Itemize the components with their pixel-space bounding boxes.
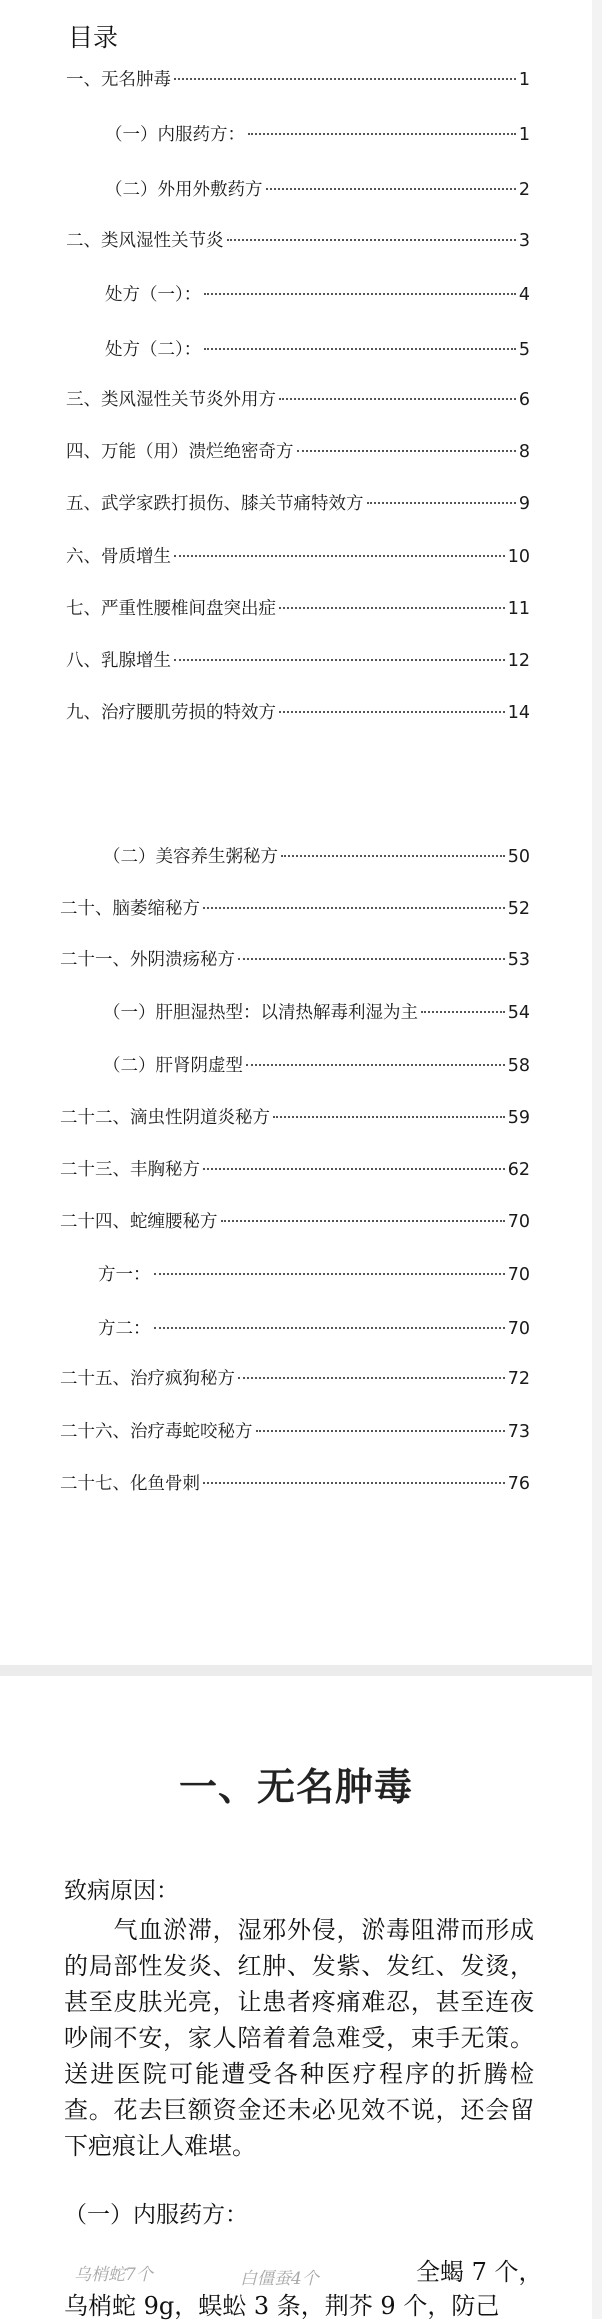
toc-entry[interactable] [66, 597, 530, 621]
toc-entry-page: 1 [518, 70, 530, 90]
toc-leader-dots [273, 1116, 505, 1118]
toc-entry[interactable] [103, 845, 530, 869]
toc-entry-page: 5 [518, 340, 530, 360]
toc-leader-dots [203, 1168, 505, 1170]
toc-entry[interactable] [66, 492, 530, 516]
toc-entry-page: 70 [507, 1319, 530, 1339]
toc-entry-label: 二十七、化鱼骨刺 [60, 1474, 200, 1494]
toc-entry[interactable] [66, 229, 530, 253]
toc-entry-label: 二十四、蛇缠腰秘方 [60, 1212, 218, 1232]
toc-entry[interactable] [105, 123, 530, 147]
toc-entry-label: （一）肝胆湿热型：以清热解毒利湿为主 [103, 1003, 418, 1023]
toc-entry-page: 50 [507, 847, 530, 867]
toc-entry[interactable] [103, 1001, 530, 1025]
toc-entry-page: 70 [507, 1265, 530, 1285]
toc-entry-label: 二十、脑萎缩秘方 [60, 899, 200, 919]
toc-entry-page: 2 [518, 180, 530, 200]
toc-entry[interactable] [103, 1054, 530, 1078]
toc-entry[interactable] [66, 545, 530, 569]
toc-entry-label: 二十二、滴虫性阴道炎秘方 [60, 1108, 270, 1128]
toc-entry[interactable] [66, 388, 530, 412]
toc-leader-dots [203, 907, 505, 909]
toc-entry-label: 方一： [98, 1265, 151, 1285]
toc-entry-page: 76 [507, 1474, 530, 1494]
toc-entry-page: 54 [507, 1003, 530, 1023]
toc-entry-label: 一、无名肿毒 [66, 70, 171, 90]
toc-entry-label: 二十六、治疗毒蛇咬秘方 [60, 1422, 253, 1442]
handwritten-note: 白僵蚕4个 [240, 2269, 319, 2289]
toc-leader-dots [204, 348, 516, 350]
toc-entry-label: （二）肝肾阴虚型 [103, 1056, 243, 1076]
toc-leader-dots [221, 1220, 505, 1222]
toc-leader-dots [248, 133, 516, 135]
toc-entry[interactable] [60, 948, 530, 972]
toc-leader-dots [279, 711, 505, 713]
toc-entry[interactable] [60, 1106, 530, 1130]
toc-entry-label: 八、乳腺增生 [66, 651, 171, 671]
toc-leader-dots [246, 1064, 505, 1066]
page-gap [0, 1665, 602, 1676]
toc-leader-dots [238, 1377, 505, 1379]
toc-leader-dots [174, 555, 505, 557]
toc-leader-dots [297, 450, 516, 452]
toc-entry[interactable] [60, 1158, 530, 1182]
page-edge-shadow [592, 0, 602, 2319]
toc-entry-page: 59 [507, 1108, 530, 1128]
toc-entry[interactable] [60, 897, 530, 921]
toc-leader-dots [281, 855, 505, 857]
toc-leader-dots [154, 1327, 505, 1329]
toc-entry-page: 62 [507, 1160, 530, 1180]
toc-entry[interactable] [66, 68, 530, 92]
toc-entry[interactable] [66, 440, 530, 464]
toc-leader-dots [256, 1430, 505, 1432]
toc-entry-label: 方二： [98, 1319, 151, 1339]
toc-entry-page: 70 [507, 1212, 530, 1232]
toc-leader-dots [203, 1482, 505, 1484]
toc-entry[interactable] [105, 338, 530, 362]
toc-entry[interactable] [98, 1263, 530, 1287]
toc-entry-page: 3 [518, 231, 530, 251]
toc-entry-label: 二十五、治疗疯狗秘方 [60, 1369, 235, 1389]
toc-leader-dots [266, 188, 516, 190]
toc-entry-page: 6 [518, 390, 530, 410]
toc-entry-page: 12 [507, 651, 530, 671]
toc-entry-label: 处方（一）： [105, 285, 202, 305]
toc-entry-label: 九、治疗腰肌劳损的特效方 [66, 703, 276, 723]
section-label: （一）内服药方： [64, 2202, 248, 2228]
toc-entry[interactable] [98, 1317, 530, 1341]
toc-leader-dots [174, 659, 505, 661]
toc-entry-page: 8 [518, 442, 530, 462]
toc-entry-page: 10 [507, 547, 530, 567]
toc-entry[interactable] [60, 1472, 530, 1496]
handwritten-note: 乌梢蛇7个 [74, 2265, 153, 2285]
toc-entry-page: 4 [518, 285, 530, 305]
toc-entry[interactable] [105, 178, 530, 202]
toc-entry-label: （一）内服药方： [105, 125, 245, 145]
toc-entry-page: 14 [507, 703, 530, 723]
toc-title: 目录 [68, 23, 119, 52]
toc-entry-label: 处方（二）： [105, 340, 202, 360]
toc-entry[interactable] [66, 649, 530, 673]
toc-leader-dots [154, 1273, 505, 1275]
toc-entry[interactable] [60, 1367, 530, 1391]
toc-leader-dots [238, 958, 505, 960]
toc-leader-dots [227, 239, 516, 241]
toc-entry-label: 二、类风湿性关节炎 [66, 231, 224, 251]
prescription-line: 全蝎 7 个， [416, 2258, 543, 2286]
prescription-line: 乌梢蛇 9g，蜈蚣 3 条，荆芥 9 个，防己 [64, 2292, 500, 2320]
toc-leader-dots [279, 398, 516, 400]
toc-entry-label: 三、类风湿性关节炎外用方 [66, 390, 276, 410]
toc-entry-page: 58 [507, 1056, 530, 1076]
toc-leader-dots [279, 607, 505, 609]
chapter-heading: 一、无名肿毒 [178, 1764, 413, 1809]
toc-entry-page: 53 [507, 950, 530, 970]
cause-label: 致病原因： [64, 1878, 179, 1904]
toc-entry-label: 七、严重性腰椎间盘突出症 [66, 599, 276, 619]
toc-leader-dots [174, 78, 516, 80]
toc-entry-label: （二）美容养生粥秘方 [103, 847, 278, 867]
toc-entry[interactable] [60, 1210, 530, 1234]
toc-entry[interactable] [66, 701, 530, 725]
toc-entry-page: 11 [507, 599, 530, 619]
toc-entry-page: 9 [518, 494, 530, 514]
toc-entry[interactable] [60, 1420, 530, 1444]
toc-entry-page: 52 [507, 899, 530, 919]
toc-entry-label: 二十三、丰胸秘方 [60, 1160, 200, 1180]
toc-leader-dots [204, 293, 516, 295]
cause-paragraph: 气血淤滞，湿邪外侵，淤毒阻滞而形成的局部性发炎、红肿、发紫、发红、发烫，甚至皮肤光亮，让患者疼痛难忍，甚至连夜吵闹不安，家人陪着着急难受，束手无策。送进医院可能遭受各种医疗程序的折腾检查。花去巨额资金还未必见效不说，还会留下疤痕让人难堪。 [64, 1916, 534, 2160]
toc-entry-label: （二）外用外敷药方 [105, 180, 263, 200]
toc-entry[interactable] [105, 283, 530, 307]
toc-leader-dots [421, 1011, 505, 1013]
toc-entry-page: 73 [507, 1422, 530, 1442]
toc-entry-label: 五、武学家跌打损伤、膝关节痛特效方 [66, 494, 364, 514]
toc-entry-page: 72 [507, 1369, 530, 1389]
toc-entry-page: 1 [518, 125, 530, 145]
toc-entry-label: 六、骨质增生 [66, 547, 171, 567]
toc-entry-label: 四、万能（用）溃烂绝密奇方 [66, 442, 294, 462]
toc-entry-label: 二十一、外阴溃疡秘方 [60, 950, 235, 970]
toc-leader-dots [367, 502, 516, 504]
content-page [0, 1676, 592, 2319]
